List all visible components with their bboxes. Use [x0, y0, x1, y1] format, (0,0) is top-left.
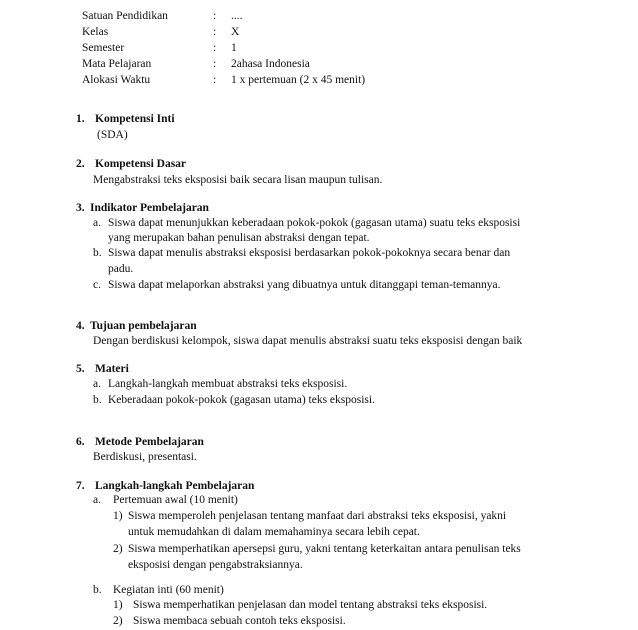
section-title: Tujuan pembelajaran: [90, 320, 197, 332]
section-content: Dengan berdiskusi kelompok, siswa dapat menulis abstraksi suatu teks eksposisi dengan baik: [93, 335, 523, 347]
section-number: 6.: [76, 436, 85, 448]
section-title: Kompetensi Inti: [95, 113, 175, 125]
step-marker: 2): [113, 615, 123, 627]
section-title: Langkah-langkah Pembelajaran: [95, 480, 255, 492]
section-number: 2.: [76, 158, 85, 170]
section-number: 3.: [76, 202, 85, 214]
list-item-line: Siswa dapat melaporkan abstraksi yang dibuatnya untuk ditanggapi teman-temannya.: [108, 279, 501, 291]
subsection-title: Pertemuan awal (10 menit): [113, 494, 238, 506]
step-line: eksposisi dengan pengabstraksiannya.: [128, 559, 303, 571]
meta-colon: :: [213, 58, 217, 70]
section-content: Berdiskusi, presentasi.: [93, 451, 197, 463]
list-marker: a.: [93, 378, 101, 390]
section-title: Kompetensi Dasar: [95, 158, 187, 170]
meta-colon: :: [213, 74, 217, 86]
step-marker: 1): [113, 599, 123, 611]
meta-colon: :: [213, 10, 217, 22]
section-number: 1.: [76, 113, 85, 125]
list-item-text: Langkah-langkah membuat abstraksi teks eksposisi.: [108, 378, 348, 390]
meta-value-alokasi: 1 x pertemuan (2 x 45 menit): [231, 74, 366, 86]
meta-value-kelas: X: [231, 26, 240, 38]
meta-label-kelas: Kelas: [82, 26, 109, 38]
list-marker: b.: [93, 394, 102, 406]
meta-label-semester: Semester: [82, 42, 125, 54]
step-line: Siswa membaca sebuah contoh teks eksposisi.: [133, 615, 346, 627]
meta-colon: :: [213, 26, 217, 38]
list-marker: c.: [93, 279, 101, 291]
section-title: Materi: [95, 363, 129, 375]
subsection-title: Kegiatan inti (60 menit): [113, 584, 224, 596]
step-line: Siswa memperoleh penjelasan tentang manfaat dari abstraksi teks eksposisi, yakni: [128, 510, 507, 522]
step-line: untuk memudahkan di dalam memahaminya secara lebih cepat.: [128, 526, 420, 538]
list-item-line: yang merupakan bahan penulisan abstraksi dengan tepat.: [108, 232, 370, 244]
meta-label-alokasi: Alokasi Waktu: [82, 74, 151, 86]
section-number: 4.: [76, 320, 85, 332]
list-marker: b.: [93, 247, 102, 259]
step-marker: 2): [113, 543, 123, 555]
step-line: Siswa memperhatikan penjelasan dan model tentang abstraksi teks eksposisi.: [133, 599, 488, 611]
section-number: 5.: [76, 363, 85, 375]
meta-label-satuan: Satuan Pendidikan: [82, 10, 168, 22]
list-item-line: padu.: [108, 263, 134, 275]
meta-label-mapel: Mata Pelajaran: [82, 58, 152, 70]
list-item-line: Siswa dapat menulis abstraksi eksposisi berdasarkan pokok-pokoknya secara benar dan: [108, 247, 511, 259]
section-title: Indikator Pembelajaran: [90, 202, 209, 214]
list-item-text: Keberadaan pokok-pokok (gagasan utama) teks eksposisi.: [108, 394, 375, 406]
meta-colon: :: [213, 42, 217, 54]
section-title: Metode Pembelajaran: [95, 436, 204, 448]
list-marker: b.: [93, 584, 102, 596]
step-line: Siswa memperhatikan apersepsi guru, yakni tentang keterkaitan antara penulisan teks: [128, 543, 521, 555]
list-marker: a.: [93, 217, 101, 229]
meta-value-semester: 1: [231, 42, 237, 54]
section-content: (SDA): [97, 129, 128, 141]
list-marker: a.: [93, 494, 101, 506]
meta-value-satuan: ....: [231, 10, 243, 22]
section-content: Mengabstraksi teks eksposisi baik secara lisan maupun tulisan.: [93, 174, 383, 186]
section-number: 7.: [76, 480, 85, 492]
step-marker: 1): [113, 510, 123, 522]
meta-value-mapel: 2ahasa Indonesia: [231, 58, 310, 70]
list-item-line: Siswa dapat menunjukkan keberadaan pokok-pokok (gagasan utama) suatu teks eksposisi: [108, 217, 521, 229]
